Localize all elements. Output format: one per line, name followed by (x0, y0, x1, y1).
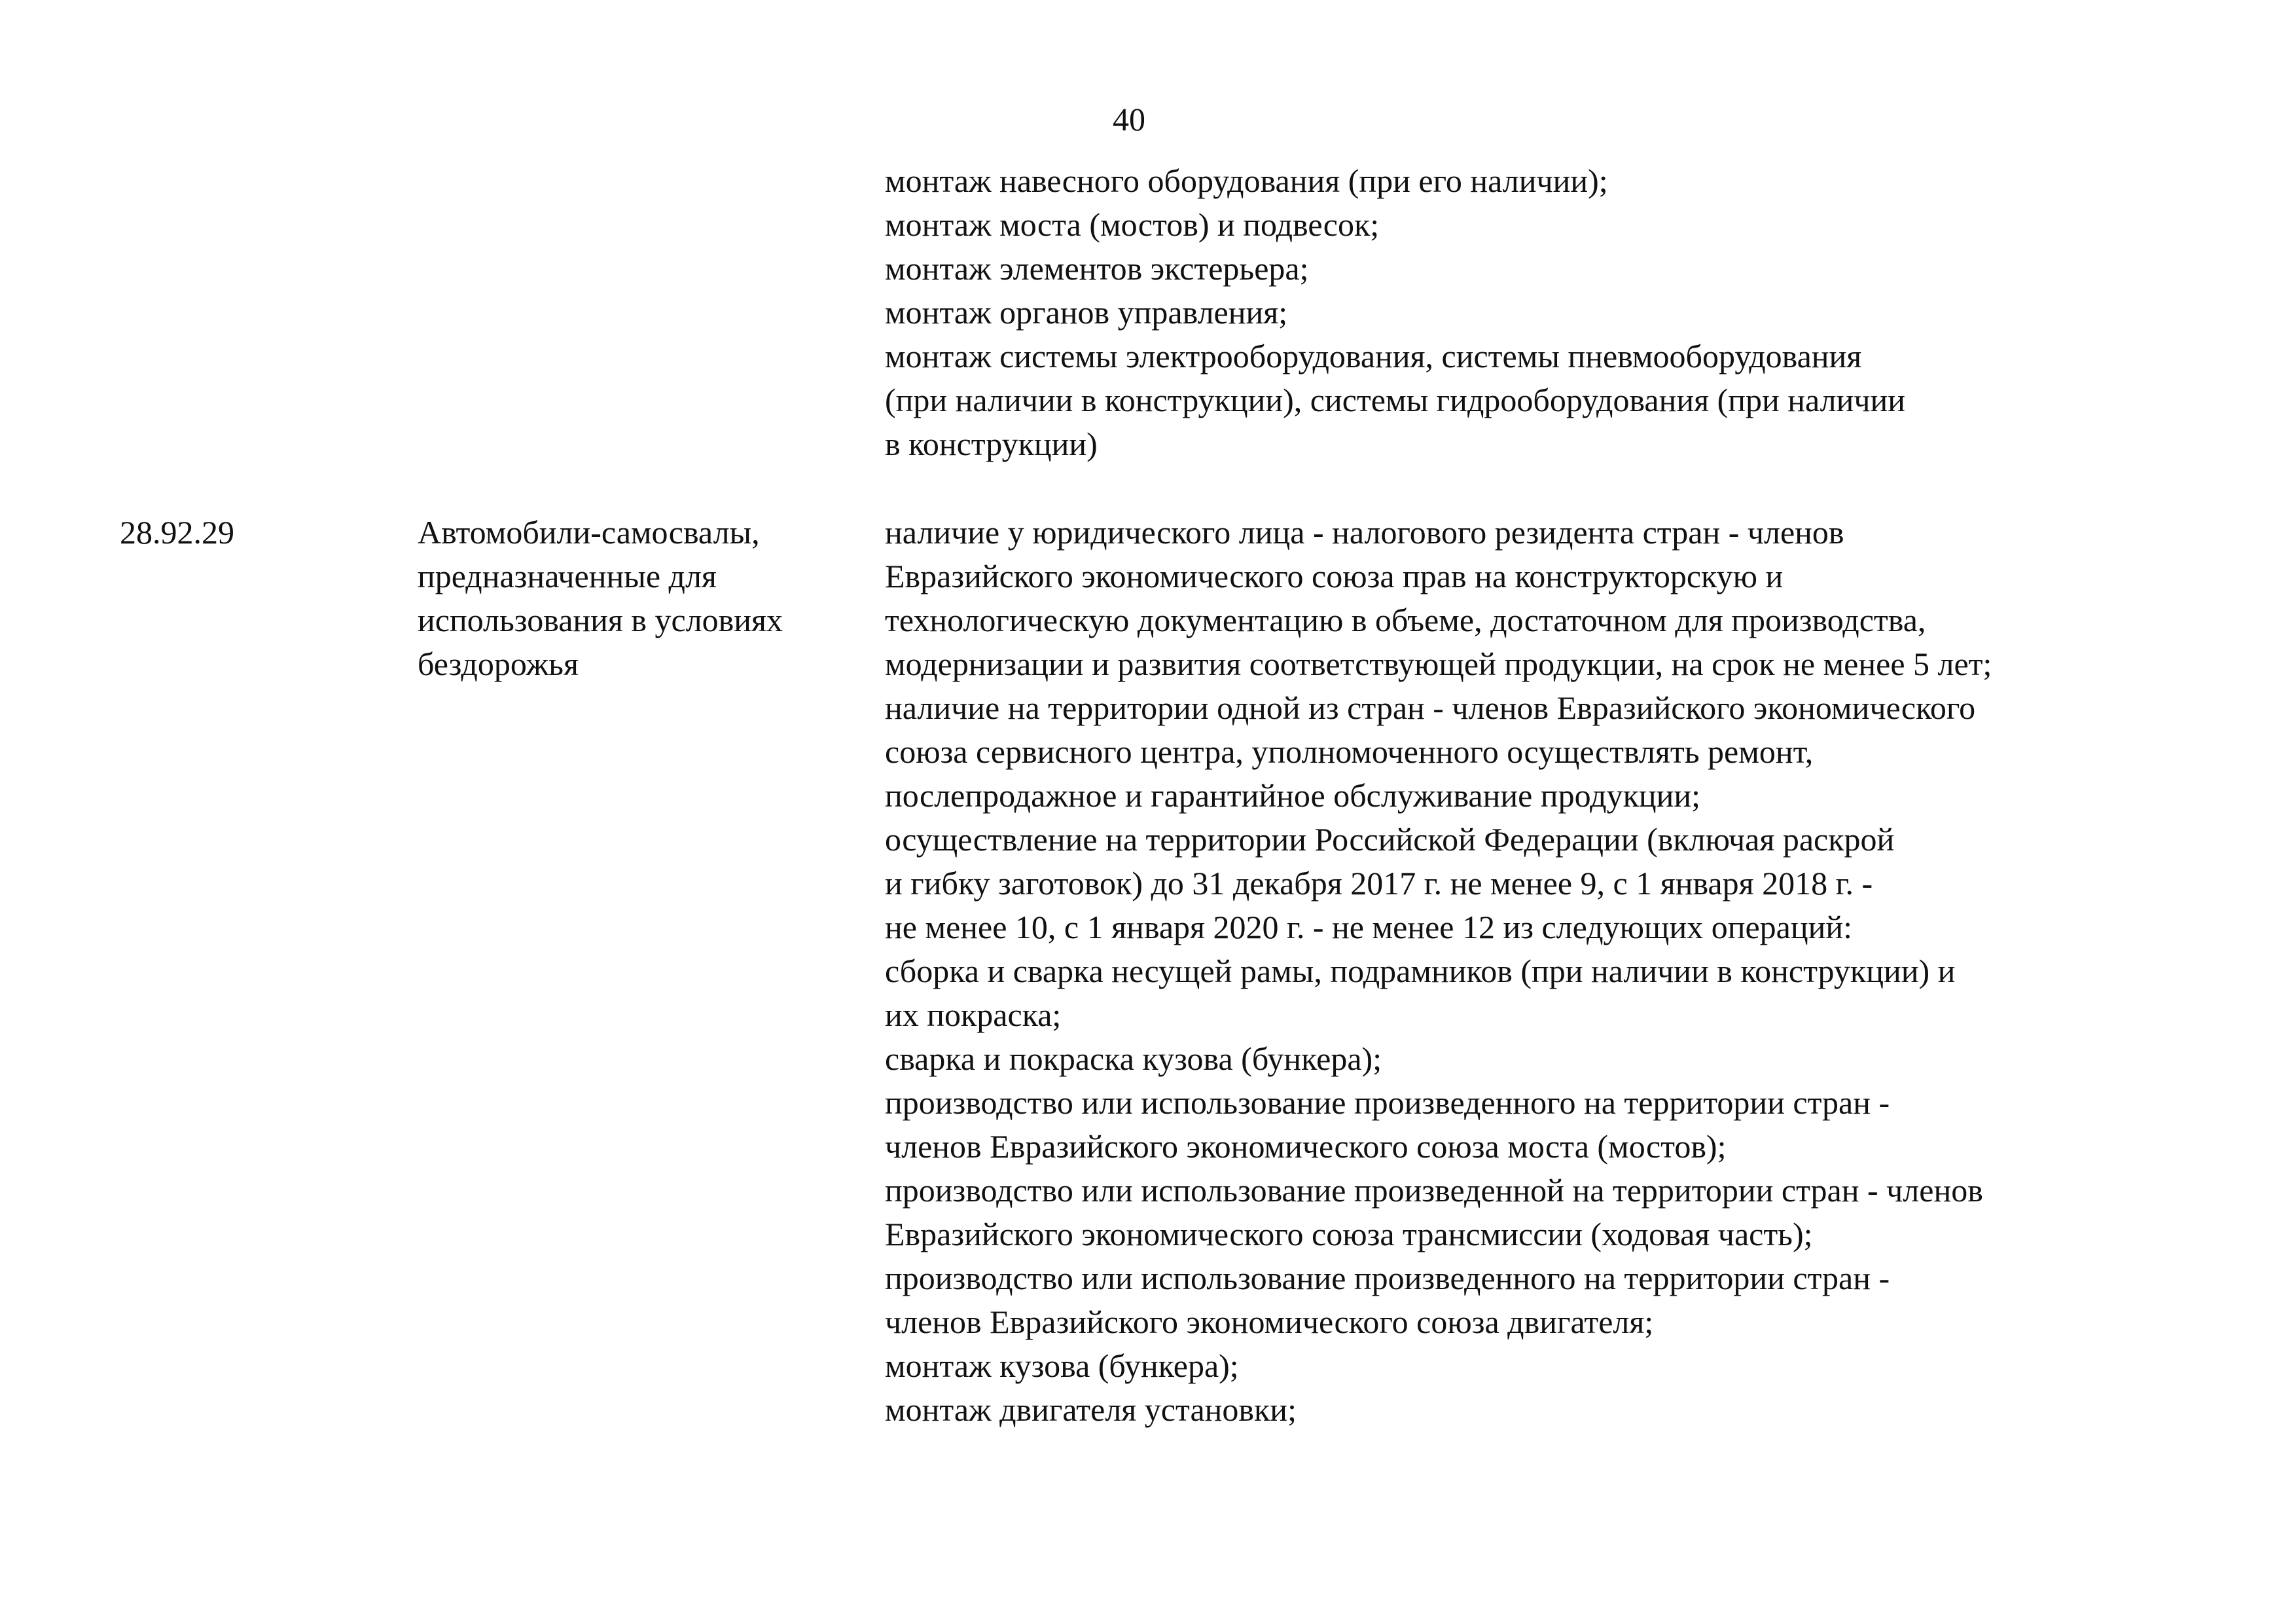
product-code: 28.92.29 (120, 514, 234, 551)
text-line: бездорожья (418, 646, 579, 682)
text-line: производство или использование произведенного на территории стран - (885, 1260, 1890, 1296)
text-line: членов Евразийского экономического союза двигателя; (885, 1304, 1654, 1340)
text-line: осуществление на территории Российской Федерации (включая раскрой (885, 821, 1895, 858)
text-line: Евразийского экономического союза прав на конструкторскую и (885, 558, 1784, 594)
continued-requirements (885, 159, 1905, 466)
text-line: сборка и сварка несущей рамы, подрамников (при наличии в конструкции) и (885, 953, 1956, 989)
text-line: не менее 10, с 1 января 2020 г. - не менее 12 из следующих операций: (885, 909, 1853, 945)
requirements-text (885, 511, 1992, 1432)
text-line: монтаж элементов экстерьера; (885, 250, 1309, 287)
text-line: предназначенные для (418, 558, 717, 594)
text-line: монтаж навесного оборудования (при его наличии); (885, 162, 1608, 199)
text-line: модернизации и развития соответствующей продукции, на срок не менее 5 лет; (885, 646, 1992, 682)
text-line: союза сервисного центра, уполномоченного осуществлять ремонт, (885, 733, 1814, 770)
text-line: монтаж органов управления; (885, 294, 1288, 331)
product-name (418, 511, 783, 686)
text-line: монтаж кузова (бункера); (885, 1347, 1239, 1384)
text-line: производство или использование произведенной на территории стран - членов (885, 1172, 1983, 1209)
text-line: послепродажное и гарантийное обслуживание продукции; (885, 777, 1701, 814)
text-line: использования в условиях (418, 602, 783, 638)
text-line: Автомобили-самосвалы, (418, 514, 760, 551)
text-line: наличие у юридического лица - налогового резидента стран - членов (885, 514, 1844, 551)
text-line: (при наличии в конструкции), системы гидрооборудования (при наличии (885, 382, 1906, 418)
text-line: в конструкции) (885, 426, 1098, 462)
text-line: Евразийского экономического союза трансмиссии (ходовая часть); (885, 1216, 1813, 1252)
text-line: технологическую документацию в объеме, достаточном для производства, (885, 602, 1926, 638)
text-line: сварка и покраска кузова (бункера); (885, 1040, 1382, 1077)
text-line: наличие на территории одной из стран - членов Евразийского экономического (885, 689, 1976, 726)
text-line: их покраска; (885, 996, 1062, 1033)
text-line: монтаж двигателя установки; (885, 1391, 1297, 1428)
text-line: производство или использование произведенного на территории стран - (885, 1084, 1890, 1121)
text-line: и гибку заготовок) до 31 декабря 2017 г. не менее 9, с 1 января 2018 г. - (885, 865, 1873, 902)
text-line: монтаж системы электрооборудования, системы пневмооборудования (885, 338, 1862, 374)
text-line: членов Евразийского экономического союза моста (мостов); (885, 1128, 1727, 1165)
text-line: монтаж моста (мостов) и подвесок; (885, 206, 1380, 243)
page-number: 40 (1113, 101, 1145, 137)
